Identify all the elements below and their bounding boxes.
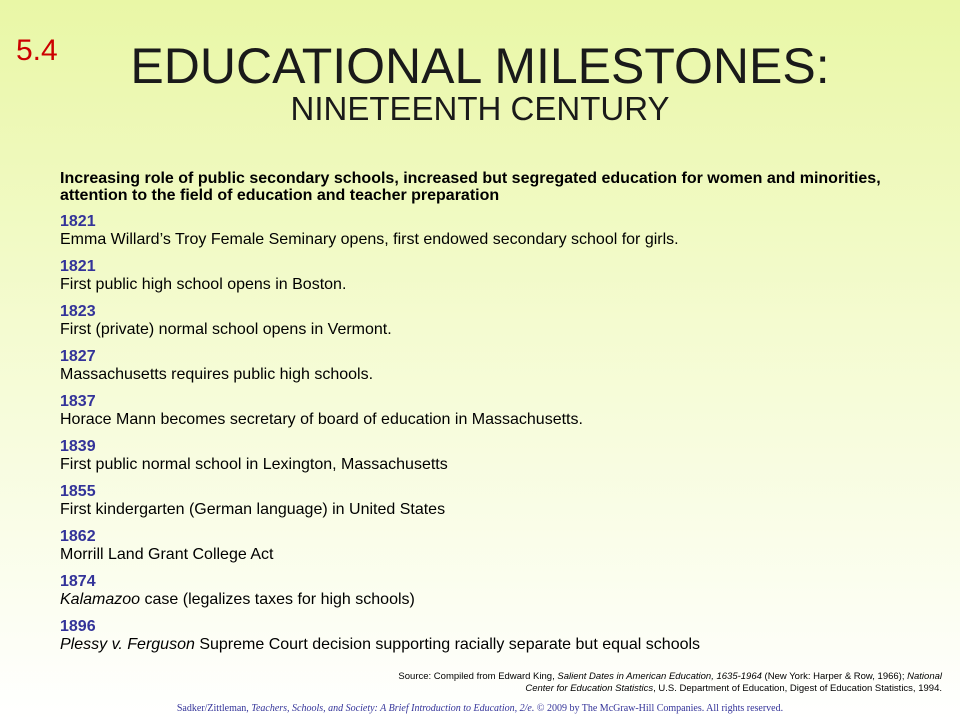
slide-subtitle: NINETEENTH CENTURY bbox=[290, 90, 670, 127]
milestone-description bbox=[60, 231, 900, 249]
source-agency: National Center for Education Statistics bbox=[525, 671, 942, 694]
milestone-entry bbox=[60, 348, 900, 384]
milestone-description bbox=[60, 321, 900, 339]
milestone-text: First public high school opens in Boston. bbox=[60, 276, 347, 293]
milestone-text: Horace Mann becomes secretary of board of education in Massachusetts. bbox=[60, 411, 583, 428]
milestone-entry bbox=[60, 258, 900, 294]
milestone-entry bbox=[60, 393, 900, 429]
milestone-text: Morrill Land Grant College Act bbox=[60, 546, 274, 563]
milestone-text: Supreme Court decision supporting racially separate but equal schools bbox=[194, 636, 701, 653]
milestone-description bbox=[60, 366, 900, 384]
slide-number: 5.4 bbox=[16, 34, 58, 67]
milestone-entry bbox=[60, 573, 900, 609]
milestone-entry bbox=[60, 213, 900, 249]
milestone-text: Massachusetts requires public high schools. bbox=[60, 366, 374, 383]
source-text: (New York: Harper & Row, 1966); bbox=[761, 671, 908, 682]
milestone-description bbox=[60, 456, 900, 474]
milestone-entry bbox=[60, 528, 900, 564]
source-citation bbox=[382, 671, 942, 695]
milestone-description bbox=[60, 546, 900, 564]
milestone-entry bbox=[60, 303, 900, 339]
milestone-year: 1837 bbox=[60, 393, 96, 410]
milestone-entry bbox=[60, 438, 900, 474]
milestone-year: 1821 bbox=[60, 258, 96, 275]
milestones-content bbox=[60, 170, 900, 663]
milestone-description bbox=[60, 276, 900, 294]
milestone-year: 1874 bbox=[60, 573, 96, 590]
milestone-description bbox=[60, 636, 900, 654]
footer-copyright: © 2009 by The McGraw-Hill Companies. All rights reserved. bbox=[534, 703, 784, 714]
milestone-entry bbox=[60, 483, 900, 519]
slide-title: EDUCATIONAL MILESTONES: bbox=[130, 38, 830, 94]
milestone-text: First (private) normal school opens in Vermont. bbox=[60, 321, 392, 338]
milestone-description bbox=[60, 501, 900, 519]
milestone-description bbox=[60, 591, 900, 609]
milestone-list bbox=[60, 213, 900, 654]
milestone-text: case (legalizes taxes for high schools) bbox=[140, 591, 415, 608]
footer-authors: Sadker/Zittleman, bbox=[176, 703, 252, 714]
milestone-case-name: Kalamazoo bbox=[60, 591, 141, 608]
milestone-year: 1839 bbox=[60, 438, 96, 455]
milestone-case-name: Plessy v. Ferguson bbox=[60, 636, 195, 653]
milestone-year: 1862 bbox=[60, 528, 96, 545]
milestone-text: Emma Willard’s Troy Female Seminary opens, first endowed secondary school for girls. bbox=[60, 231, 679, 248]
copyright-footer bbox=[0, 703, 960, 714]
source-text: Source: Compiled from Edward King, bbox=[398, 671, 558, 682]
milestone-text: First public normal school in Lexington, Massachusetts bbox=[60, 456, 448, 473]
milestone-year: 1827 bbox=[60, 348, 96, 365]
intro-text: Increasing role of public secondary schools, increased but segregated education for women and minorities, attention to the field of education and teacher preparation bbox=[60, 170, 881, 204]
milestone-entry bbox=[60, 618, 900, 654]
milestone-description bbox=[60, 411, 900, 429]
milestone-year: 1896 bbox=[60, 618, 96, 635]
milestone-year: 1821 bbox=[60, 213, 96, 230]
footer-book-title: Teachers, Schools, and Society: A Brief Introduction to Education, 2/e. bbox=[251, 703, 535, 714]
milestone-year: 1855 bbox=[60, 483, 96, 500]
milestone-year: 1823 bbox=[60, 303, 96, 320]
source-text: , U.S. Department of Education, Digest of Education Statistics, 1994. bbox=[653, 683, 942, 694]
source-book-title: Salient Dates in American Education, 1635-1964 bbox=[557, 671, 762, 682]
milestone-text: First kindergarten (German language) in United States bbox=[60, 501, 446, 518]
